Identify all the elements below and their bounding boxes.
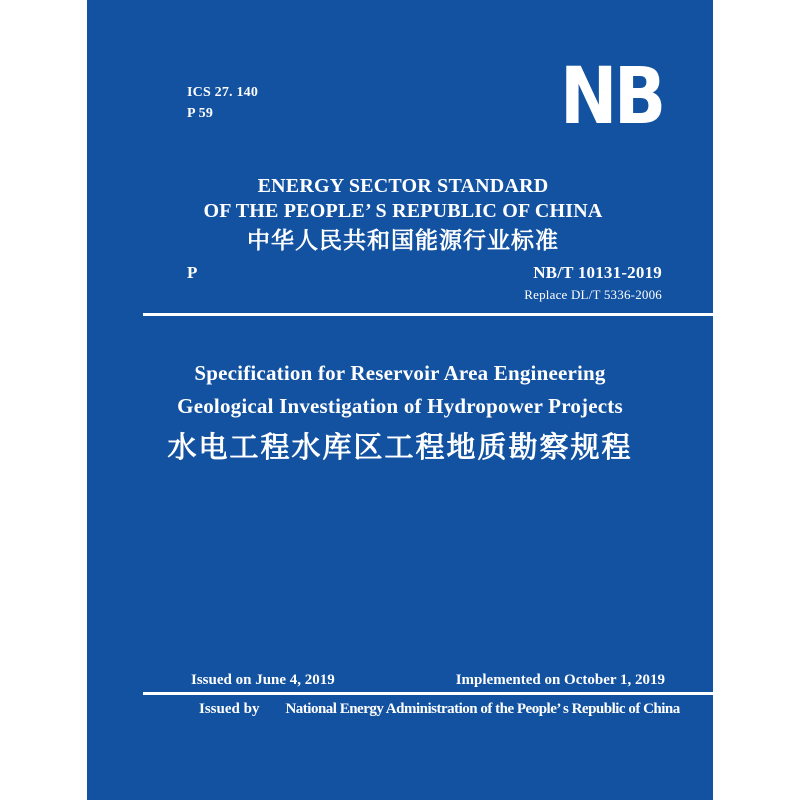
standard-number: NB/T 10131-2019: [533, 263, 662, 282]
nb-logo: NB: [560, 52, 663, 142]
replaces-note: Replace DL/T 5336-2006: [524, 287, 662, 302]
top-divider-line: [143, 313, 713, 316]
designation-row: [187, 263, 662, 283]
title-en-line2: Geological Investigation of Hydropower Projects: [177, 394, 623, 418]
title-cn: 水电工程水库区工程地质勘察规程: [167, 432, 633, 464]
dates-row: [191, 672, 665, 689]
bottom-divider-line: [143, 692, 713, 695]
issued-by-value: National Energy Administration of the People’ s Republic of China: [285, 701, 680, 717]
title-block: [107, 357, 693, 466]
standard-heading-line3-cn: 中华人民共和国能源行业标准: [247, 228, 559, 253]
standard-heading-line1: ENERGY SECTOR STANDARD: [257, 175, 549, 197]
standard-heading-line2: OF THE PEOPLE’ S REPUBLIC OF CHINA: [203, 200, 603, 222]
standard-heading: [141, 174, 665, 255]
ics-code: ICS 27. 140: [187, 85, 259, 100]
classification-code: P 59: [187, 106, 214, 121]
doc-class-letter: P: [187, 263, 198, 282]
issued-by-label: Issued by: [199, 701, 260, 717]
issued-on-date: Issued on June 4, 2019: [191, 672, 335, 688]
implemented-on-date: Implemented on October 1, 2019: [455, 672, 665, 688]
issued-by-row: [199, 701, 693, 718]
title-en-line1: Specification for Reservoir Area Engineering: [194, 361, 606, 385]
standard-cover: [87, 0, 713, 800]
ics-block: [187, 82, 258, 124]
